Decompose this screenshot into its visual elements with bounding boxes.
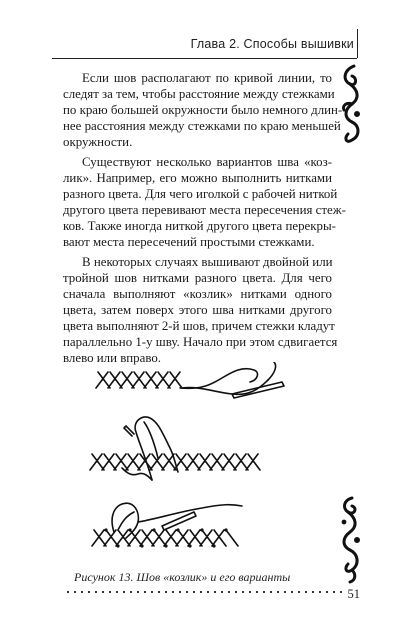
paragraph-1 xyxy=(44,70,343,150)
text-line: сначала выполняют «козлик» нитками одного xyxy=(63,287,332,301)
text-line: следят за тем, чтобы расстояние между стежками xyxy=(63,87,335,101)
text-line: В некоторых случаях вышивают двойной или xyxy=(82,255,333,269)
chapter-title: Глава 2. Способы вышивки xyxy=(190,37,354,51)
text-line: лик». Например, его можно выполнить нитками xyxy=(63,171,332,185)
stitch-row-1 xyxy=(96,362,284,398)
text-line: тройной шов нитками разного цвета. Для чего xyxy=(63,271,332,285)
text-line: цвета выполняют 2-й шов, причем стежки кладут xyxy=(63,319,335,333)
text-line: Если шов располагают по кривой линии, то xyxy=(82,71,332,85)
text-line: нее расстояния между стежками по краю меньшей xyxy=(63,119,341,133)
header-rule xyxy=(52,58,357,59)
text-line: другого цвета перевивают места пересечения стеж- xyxy=(63,203,346,217)
stitch-row-2 xyxy=(90,417,260,480)
text-line: по краю большей окружности было немного длин- xyxy=(63,103,343,117)
header-vertical-rule xyxy=(357,29,358,58)
text-line: окружности. xyxy=(63,135,133,149)
figure-caption: Рисунок 13. Шов «козлик» и его варианты xyxy=(74,570,291,584)
herringbone-stitch-illustration xyxy=(82,362,297,572)
text-line: вают места пересечений простыми стежками. xyxy=(63,235,315,249)
text-line: параллельно 1-у шву. Начало при этом сдвигается xyxy=(63,335,338,349)
body-text xyxy=(44,70,346,370)
stitch-row-3 xyxy=(92,503,242,546)
footer-dotted-rule xyxy=(66,590,346,594)
paragraph-3 xyxy=(44,254,338,366)
scroll-ornament-bottom xyxy=(336,494,366,584)
page-number: 51 xyxy=(347,587,360,601)
paragraph-2 xyxy=(44,154,346,250)
text-line: Существуют несколько вариантов шва «коз- xyxy=(82,155,332,169)
text-line: цвета, затем поверх этого шва нитками другого xyxy=(63,303,332,317)
text-line: разного цвета. Для чего иголкой с рабочей ниткой xyxy=(63,187,338,201)
text-line: влево или вправо. xyxy=(63,351,162,365)
text-line: ков. Также иногда ниткой другого цвета перекры- xyxy=(63,219,336,233)
